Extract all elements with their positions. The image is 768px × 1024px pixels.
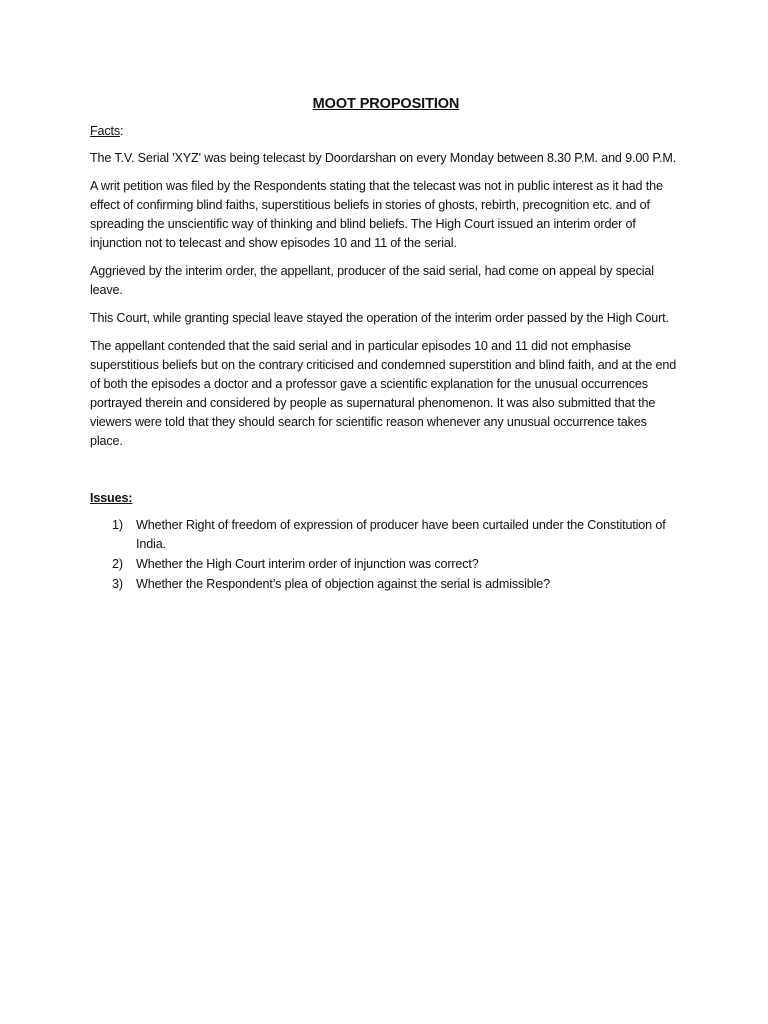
issue-text: Whether the High Court interim order of injunction was correct? — [136, 557, 479, 571]
facts-heading-label: Facts — [90, 124, 121, 138]
facts-heading-colon: : — [120, 124, 124, 138]
issue-number: 2) — [112, 557, 123, 571]
facts-paragraph-5: The appellant contended that the said serial and in particular episodes 10 and 11 did not emphasise superstitious beliefs but on the contrary criticised and condemned superstition and blind faith, and at the end of both the episodes a doctor and a professor gave a scientific explanation for the unusual occurrences portrayed therein and considered by people as supernatural phenomenon. It was also submitted that the viewers were told that they should search for scientific reason whenever any unusual occurrence takes place. — [90, 339, 677, 448]
issue-item-1 — [90, 516, 682, 554]
issue-text: Whether Right of freedom of expression of producer have been curtailed under the Constitution of India. — [136, 518, 666, 551]
issue-item-3 — [90, 575, 682, 594]
issue-number: 3) — [112, 577, 123, 591]
issue-number: 1) — [112, 518, 123, 532]
issue-item-2 — [90, 555, 682, 574]
page-title: MOOT PROPOSITION — [312, 96, 460, 112]
facts-paragraph-3: Aggrieved by the interim order, the appellant, producer of the said serial, had come on appeal by special leave. — [90, 264, 654, 297]
facts-paragraph-2: A writ petition was filed by the Respondents stating that the telecast was not in public interest as it had the effect of confirming blind faiths, superstitious beliefs in stories of ghosts, rebirth, precognition etc. and of spreading the unscientific way of thinking and blind beliefs. The High Court issued an interim order of injunction not to telecast and show episodes 10 and 11 of the serial. — [90, 179, 663, 250]
facts-heading — [90, 122, 682, 141]
facts-paragraph-1: The T.V. Serial 'XYZ' was being telecast by Doordarshan on every Monday between 8.30 P.M. and 9.00 P.M. — [90, 151, 677, 165]
facts-paragraph-4: This Court, while granting special leave stayed the operation of the interim order passed by the High Court. — [90, 311, 669, 325]
document-page — [90, 94, 682, 595]
issues-list — [90, 516, 682, 594]
issue-text: Whether the Respondent’s plea of objection against the serial is admissible? — [136, 577, 551, 591]
issues-heading: Issues: — [90, 491, 133, 505]
